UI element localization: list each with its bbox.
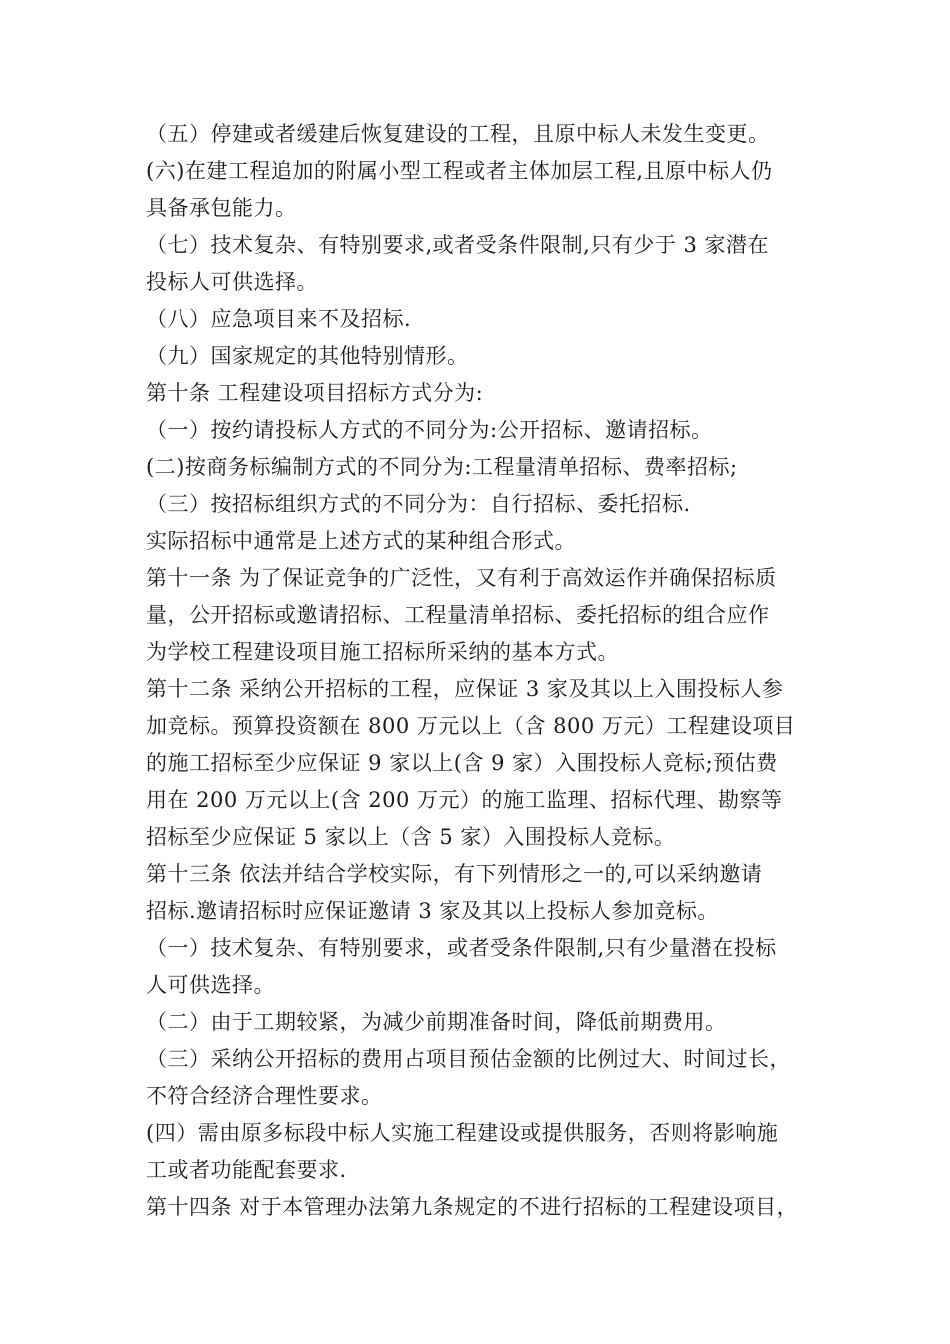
text-line: 实际招标中通常是上述方式的某种组合形式。	[146, 529, 576, 553]
text-line: （二）由于工期较紧，为减少前期准备时间，降低前期费用。	[146, 1010, 727, 1034]
text-line: （五）停建或者缓建后恢复建设的工程，且原中标人未发生变更。	[146, 122, 770, 146]
text-line: （七）技术复杂、有特别要求,或者受条件限制,只有少于 3 家潜在	[146, 233, 770, 257]
document-body	[146, 116, 816, 1226]
text-line: 人可供选择。	[146, 973, 275, 997]
text-line: 投标人可供选择。	[146, 270, 318, 294]
text-line: (六)在建工程追加的附属小型工程或者主体加层工程,且原中标人仍	[146, 159, 773, 183]
text-line: 第十一条 为了保证竞争的广泛性，又有利于高效运作并确保招标质	[146, 566, 777, 590]
text-line: 第十二条 采纳公开招标的工程，应保证 3 家及其以上入围投标人参	[146, 677, 784, 701]
text-line: （三）按招标组织方式的不同分为：自行招标、委托招标.	[146, 492, 691, 516]
text-line: 为学校工程建设项目施工招标所采纳的基本方式。	[146, 640, 619, 664]
text-line: 招标至少应保证 5 家以上（含 5 家）入围投标人竞标。	[146, 825, 676, 849]
text-line: （三）采纳公开招标的费用占项目预估金额的比例过大、时间过长，	[146, 1047, 791, 1071]
text-line: 第十四条 对于本管理办法第九条规定的不进行招标的工程建设项目，	[146, 1195, 799, 1219]
text-line: 具备承包能力。	[146, 196, 297, 220]
text-line: 用在 200 万元以上(含 200 万元）的施工监理、招标代理、勘察等	[146, 788, 783, 812]
text-line: 工或者功能配套要求.	[146, 1158, 347, 1182]
text-line: （一）按约请投标人方式的不同分为:公开招标、邀请招标。	[146, 418, 713, 442]
text-line: 第十三条 依法并结合学校实际，有下列情形之一的,可以采纳邀请	[146, 862, 763, 886]
text-line: 不符合经济合理性要求。	[146, 1084, 383, 1108]
text-line: (二)按商务标编制方式的不同分为:工程量清单招标、费率招标;	[146, 455, 738, 479]
text-line: 的施工招标至少应保证 9 家以上(含 9 家）入围投标人竞标;预估费	[146, 751, 778, 775]
text-line: （八）应急项目来不及招标.	[146, 307, 412, 331]
text-line: (四）需由原多标段中标人实施工程建设或提供服务，否则将影响施	[146, 1121, 779, 1145]
text-line: 第十条 工程建设项目招标方式分为:	[146, 381, 484, 405]
text-line: 招标.邀请招标时应保证邀请 3 家及其以上投标人参加竞标。	[146, 899, 719, 923]
text-line: （一）技术复杂、有特别要求，或者受条件限制,只有少量潜在投标	[146, 936, 777, 960]
text-line: 加竞标。预算投资额在 800 万元以上（含 800 万元）工程建设项目	[146, 714, 796, 738]
text-line: （九）国家规定的其他特别情形。	[146, 344, 469, 368]
text-line: 量，公开招标或邀请招标、工程量清单招标、委托招标的组合应作	[146, 603, 770, 627]
